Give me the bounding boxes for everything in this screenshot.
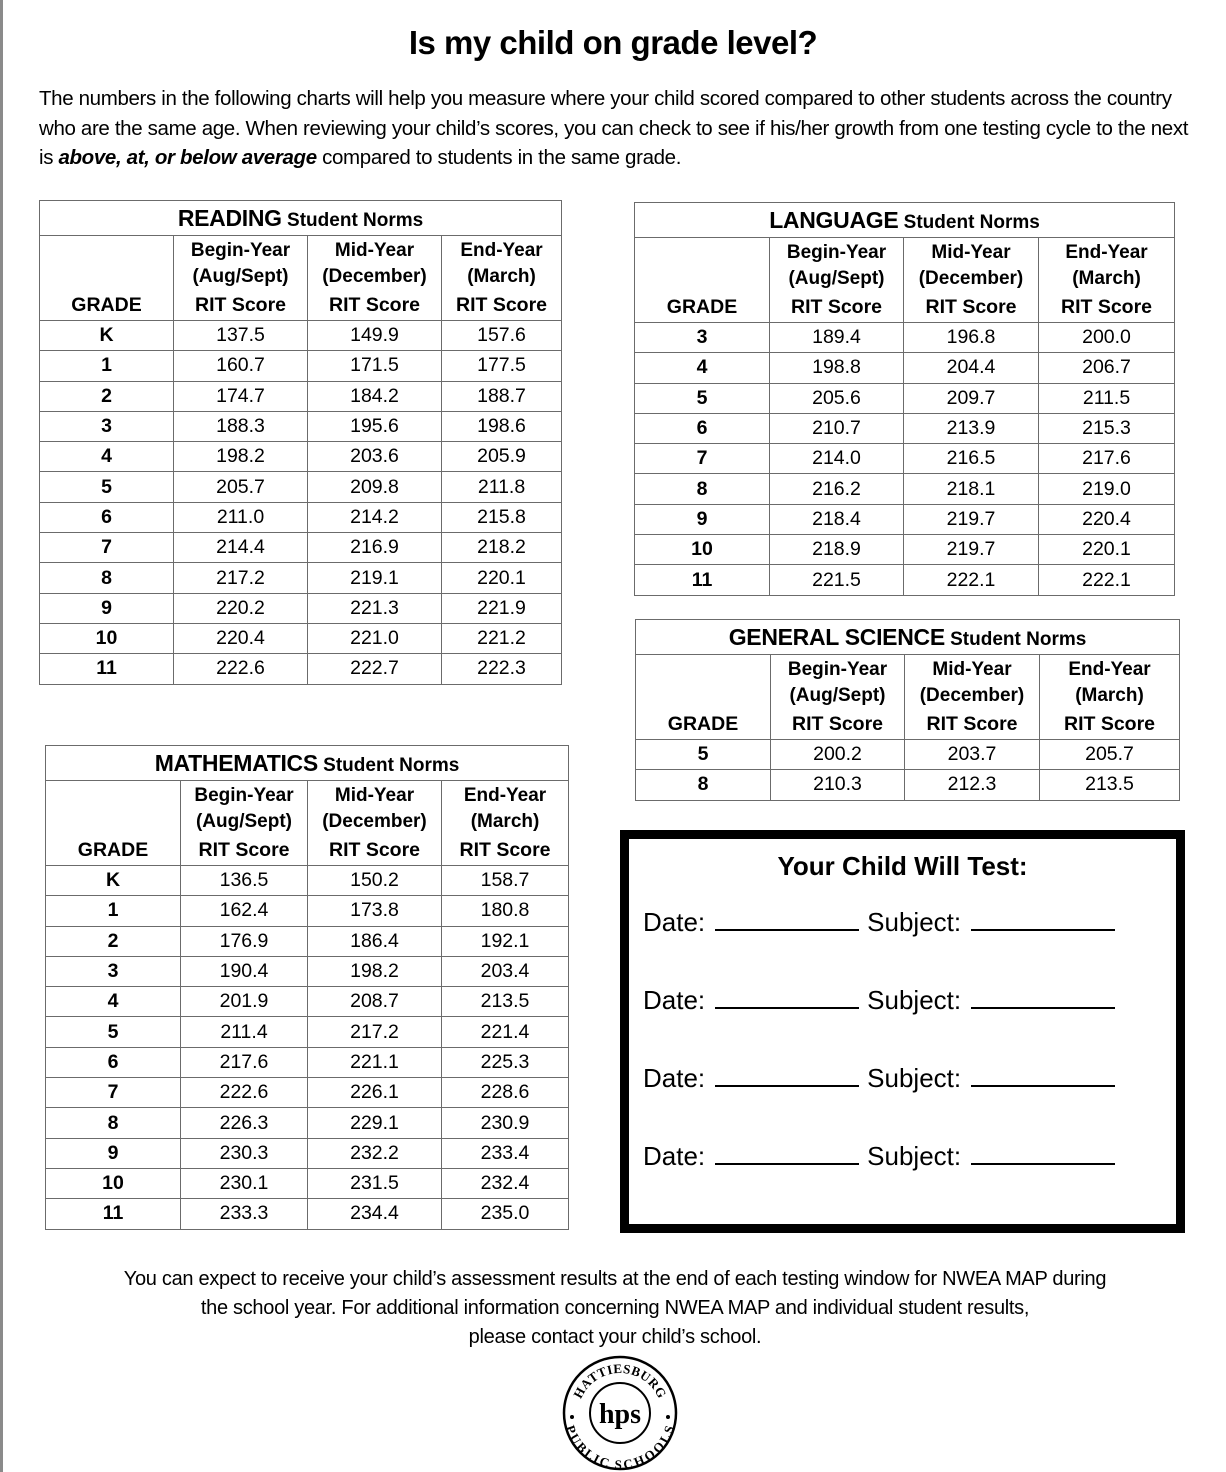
end-year-score: 177.5 [442, 351, 562, 381]
table-row [635, 444, 1175, 474]
mid-year-score: 234.4 [308, 1199, 442, 1229]
end-year-header: End-Year (March) [442, 781, 569, 837]
mid-year-score: 231.5 [308, 1168, 442, 1198]
table-row [40, 351, 562, 381]
end-year-score: 222.3 [442, 654, 562, 684]
table-row [635, 323, 1175, 353]
grade-cell: 8 [635, 474, 770, 504]
subject-blank-4[interactable] [971, 1139, 1115, 1165]
begin-year-header: Begin-Year (Aug/Sept) [174, 236, 308, 292]
grade-cell: 5 [46, 1017, 181, 1047]
table-row [40, 623, 562, 653]
begin-year-score: 220.2 [174, 593, 308, 623]
end-year-score: 158.7 [442, 866, 569, 896]
table-row [635, 383, 1175, 413]
mid-year-score: 219.7 [904, 535, 1039, 565]
mid-year-score: 198.2 [308, 956, 442, 986]
rit-score-header: RIT Score [442, 836, 569, 866]
grade-header-spacer [635, 238, 770, 294]
subject-blank-3[interactable] [971, 1061, 1115, 1087]
table-row [40, 381, 562, 411]
mid-year-header: Mid-Year (December) [904, 238, 1039, 294]
begin-year-score: 218.4 [770, 504, 904, 534]
begin-year-score: 160.7 [174, 351, 308, 381]
mid-year-header: Mid-Year (December) [308, 781, 442, 837]
mid-year-score: 221.0 [308, 623, 442, 653]
grade-cell: 10 [40, 623, 174, 653]
begin-year-score: 216.2 [770, 474, 904, 504]
table-row [40, 654, 562, 684]
grade-cell: K [40, 321, 174, 351]
end-year-score: 192.1 [442, 926, 569, 956]
mid-year-score: 173.8 [308, 896, 442, 926]
grade-cell: 5 [635, 383, 770, 413]
end-year-score: 203.4 [442, 956, 569, 986]
mid-year-score: 186.4 [308, 926, 442, 956]
begin-year-score: 214.4 [174, 533, 308, 563]
begin-year-score: 226.3 [181, 1108, 308, 1138]
end-year-score: 219.0 [1039, 474, 1175, 504]
mid-year-score: 232.2 [308, 1138, 442, 1168]
mid-year-score: 219.1 [308, 563, 442, 593]
grade-cell: 11 [635, 565, 770, 595]
grade-cell: 8 [636, 770, 771, 800]
intro-paragraph [39, 84, 1199, 173]
table-row [636, 740, 1180, 770]
school-seal-logo [560, 1355, 680, 1472]
table-row [46, 1138, 569, 1168]
table-caption-suffix: Student Norms [898, 211, 1040, 233]
table-row [40, 593, 562, 623]
begin-year-score: 222.6 [181, 1078, 308, 1108]
end-year-score: 206.7 [1039, 353, 1175, 383]
mid-year-score: 221.3 [308, 593, 442, 623]
end-year-score: 228.6 [442, 1078, 569, 1108]
table-caption-suffix: Student Norms [317, 754, 460, 776]
mid-year-score: 209.7 [904, 383, 1039, 413]
end-year-header: End-Year (March) [442, 236, 562, 292]
mid-year-score: 229.1 [308, 1108, 442, 1138]
table-row [46, 926, 569, 956]
table-row [40, 442, 562, 472]
logo-monogram: hps [598, 1399, 642, 1430]
subject-blank-2[interactable] [971, 983, 1115, 1009]
table-row [40, 321, 562, 351]
mid-year-score: 218.1 [904, 474, 1039, 504]
begin-year-score: 211.0 [174, 502, 308, 532]
begin-year-score: 201.9 [181, 987, 308, 1017]
reading-norms-table [39, 200, 562, 685]
rit-score-header: RIT Score [905, 710, 1040, 740]
end-year-score: 232.4 [442, 1168, 569, 1198]
intro-text-2: compared to students in the same grade. [316, 146, 682, 169]
table-row [40, 502, 562, 532]
mid-year-score: 222.1 [904, 565, 1039, 595]
intro-emphasis: above, at, or below average [58, 146, 317, 169]
end-year-score: 220.4 [1039, 504, 1175, 534]
begin-year-score: 221.5 [770, 565, 904, 595]
rit-score-header: RIT Score [181, 836, 308, 866]
table-caption [40, 201, 562, 236]
grade-cell: 5 [40, 472, 174, 502]
subject-label: Subject: [867, 907, 962, 937]
table-caption-suffix: Student Norms [281, 209, 424, 231]
end-year-score: 157.6 [442, 321, 562, 351]
rit-score-header: RIT Score [1039, 293, 1175, 323]
end-year-score: 222.1 [1039, 565, 1175, 595]
date-blank-2[interactable] [715, 983, 859, 1009]
begin-year-header: Begin-Year (Aug/Sept) [770, 238, 904, 294]
begin-year-score: 174.7 [174, 381, 308, 411]
footer-line-2: the school year. For additional information concerning NWEA MAP and individual student results, [200, 1297, 1030, 1319]
grade-cell: 4 [635, 353, 770, 383]
mid-year-header: Mid-Year (December) [308, 236, 442, 292]
date-label: Date: [643, 907, 706, 937]
footer-note [40, 1265, 1190, 1352]
rit-score-header: RIT Score [904, 293, 1039, 323]
grade-cell: 8 [46, 1108, 181, 1138]
test-line-3 [643, 1061, 1123, 1094]
date-blank-1[interactable] [715, 905, 859, 931]
begin-year-score: 205.7 [174, 472, 308, 502]
mid-year-score: 216.5 [904, 444, 1039, 474]
grade-column-header: GRADE [40, 291, 174, 321]
table-row [40, 533, 562, 563]
grade-cell: 11 [40, 654, 174, 684]
date-blank-4[interactable] [715, 1139, 859, 1165]
grade-cell: 9 [635, 504, 770, 534]
mid-year-score: 149.9 [308, 321, 442, 351]
rit-score-header: RIT Score [770, 293, 904, 323]
grade-cell: 3 [635, 323, 770, 353]
grade-cell: 1 [46, 896, 181, 926]
end-year-score: 215.3 [1039, 413, 1175, 443]
end-year-score: 217.6 [1039, 444, 1175, 474]
end-year-score: 233.4 [442, 1138, 569, 1168]
mid-year-score: 184.2 [308, 381, 442, 411]
grade-cell: 11 [46, 1199, 181, 1229]
grade-column-header: GRADE [635, 293, 770, 323]
mid-year-score: 216.9 [308, 533, 442, 563]
begin-year-score: 218.9 [770, 535, 904, 565]
language-norms-table [634, 202, 1175, 596]
begin-year-score: 162.4 [181, 896, 308, 926]
grade-cell: 10 [635, 535, 770, 565]
begin-year-score: 198.8 [770, 353, 904, 383]
begin-year-score: 205.6 [770, 383, 904, 413]
begin-year-score: 210.3 [771, 770, 905, 800]
rit-score-header: RIT Score [174, 291, 308, 321]
test-line-4 [643, 1139, 1123, 1172]
end-year-score: 198.6 [442, 411, 562, 441]
mid-year-score: 150.2 [308, 866, 442, 896]
end-year-header: End-Year (March) [1039, 238, 1175, 294]
grade-column-header: GRADE [636, 710, 771, 740]
test-line-2 [643, 983, 1123, 1016]
end-year-header: End-Year (March) [1040, 655, 1180, 711]
mid-year-score: 213.9 [904, 413, 1039, 443]
end-year-score: 221.2 [442, 623, 562, 653]
table-subject: GENERAL SCIENCE [728, 623, 945, 650]
mid-year-score: 203.6 [308, 442, 442, 472]
table-caption [46, 746, 569, 781]
grade-cell: 2 [46, 926, 181, 956]
rit-score-header: RIT Score [1040, 710, 1180, 740]
end-year-score: 221.9 [442, 593, 562, 623]
begin-year-score: 222.6 [174, 654, 308, 684]
page-left-border [0, 0, 3, 1472]
end-year-score: 211.5 [1039, 383, 1175, 413]
end-year-score: 205.7 [1040, 740, 1180, 770]
grade-cell: 4 [46, 987, 181, 1017]
table-row [40, 563, 562, 593]
date-blank-3[interactable] [715, 1061, 859, 1087]
mid-year-score: 217.2 [308, 1017, 442, 1047]
table-row [635, 535, 1175, 565]
table-row [635, 565, 1175, 595]
begin-year-score: 217.2 [174, 563, 308, 593]
grade-cell: 9 [40, 593, 174, 623]
grade-cell: 8 [40, 563, 174, 593]
mid-year-score: 221.1 [308, 1047, 442, 1077]
table-subject: MATHEMATICS [154, 749, 318, 776]
end-year-score: 235.0 [442, 1199, 569, 1229]
end-year-score: 220.1 [442, 563, 562, 593]
grade-cell: 10 [46, 1168, 181, 1198]
table-row [40, 411, 562, 441]
mid-year-score: 204.4 [904, 353, 1039, 383]
grade-cell: 9 [46, 1138, 181, 1168]
begin-year-score: 220.4 [174, 623, 308, 653]
end-year-score: 213.5 [442, 987, 569, 1017]
grade-cell: 4 [40, 442, 174, 472]
end-year-score: 213.5 [1040, 770, 1180, 800]
begin-year-score: 217.6 [181, 1047, 308, 1077]
begin-year-header: Begin-Year (Aug/Sept) [181, 781, 308, 837]
table-subject: LANGUAGE [769, 206, 899, 233]
rit-score-header: RIT Score [442, 291, 562, 321]
mid-year-score: 171.5 [308, 351, 442, 381]
rit-score-header: RIT Score [308, 291, 442, 321]
end-year-score: 215.8 [442, 502, 562, 532]
end-year-score: 218.2 [442, 533, 562, 563]
logo-top-text: HATTIESBURG [570, 1360, 670, 1401]
begin-year-score: 198.2 [174, 442, 308, 472]
end-year-score: 211.8 [442, 472, 562, 502]
end-year-score: 200.0 [1039, 323, 1175, 353]
grade-cell: 6 [46, 1047, 181, 1077]
begin-year-score: 190.4 [181, 956, 308, 986]
table-row [636, 770, 1180, 800]
table-row [635, 353, 1175, 383]
table-row [40, 472, 562, 502]
begin-year-score: 210.7 [770, 413, 904, 443]
mid-year-score: 196.8 [904, 323, 1039, 353]
mid-year-score: 203.7 [905, 740, 1040, 770]
end-year-score: 230.9 [442, 1108, 569, 1138]
table-caption-suffix: Student Norms [944, 628, 1087, 650]
begin-year-score: 137.5 [174, 321, 308, 351]
logo-bottom-text: PUBLIC SCHOOLS [562, 1423, 678, 1472]
table-caption [635, 203, 1175, 238]
grade-cell: 7 [46, 1078, 181, 1108]
date-label: Date: [643, 1063, 706, 1093]
test-schedule-box [620, 830, 1185, 1233]
table-row [46, 896, 569, 926]
table-row [635, 413, 1175, 443]
grade-header-spacer [46, 781, 181, 837]
grade-cell: 7 [40, 533, 174, 563]
end-year-score: 220.1 [1039, 535, 1175, 565]
begin-year-score: 233.3 [181, 1199, 308, 1229]
grade-cell: 3 [40, 411, 174, 441]
science-norms-table [635, 619, 1180, 801]
table-row [635, 474, 1175, 504]
mid-year-score: 209.8 [308, 472, 442, 502]
intro-text-1: The numbers in the following charts will help you measure where your child scored compared to other students across the country who are the same age. When reviewing your child’s scores, you can check to see if his/her growth from one testing cycle to the next is [39, 87, 1189, 169]
footer-line-1: You can expect to receive your child’s assessment results at the end of each testing window for NWEA MAP during [123, 1268, 1107, 1290]
table-row [46, 956, 569, 986]
end-year-score: 225.3 [442, 1047, 569, 1077]
table-row [46, 1047, 569, 1077]
begin-year-score: 230.1 [181, 1168, 308, 1198]
begin-year-score: 136.5 [181, 866, 308, 896]
subject-label: Subject: [867, 1141, 962, 1171]
rit-score-header: RIT Score [308, 836, 442, 866]
mid-year-score: 212.3 [905, 770, 1040, 800]
end-year-score: 188.7 [442, 381, 562, 411]
begin-year-score: 200.2 [771, 740, 905, 770]
end-year-score: 205.9 [442, 442, 562, 472]
table-subject: READING [177, 204, 282, 231]
mid-year-score: 222.7 [308, 654, 442, 684]
mid-year-header: Mid-Year (December) [905, 655, 1040, 711]
grade-cell: 6 [635, 413, 770, 443]
test-line-1 [643, 905, 1123, 938]
mid-year-score: 219.7 [904, 504, 1039, 534]
end-year-score: 221.4 [442, 1017, 569, 1047]
grade-cell: 3 [46, 956, 181, 986]
table-row [46, 1017, 569, 1047]
subject-label: Subject: [867, 1063, 962, 1093]
page-title: Is my child on grade level? [408, 24, 818, 61]
table-caption [636, 620, 1180, 655]
begin-year-score: 211.4 [181, 1017, 308, 1047]
table-row [46, 1108, 569, 1138]
begin-year-header: Begin-Year (Aug/Sept) [771, 655, 905, 711]
mid-year-score: 226.1 [308, 1078, 442, 1108]
mid-year-score: 195.6 [308, 411, 442, 441]
begin-year-score: 214.0 [770, 444, 904, 474]
grade-column-header: GRADE [46, 836, 181, 866]
begin-year-score: 188.3 [174, 411, 308, 441]
table-row [46, 987, 569, 1017]
begin-year-score: 230.3 [181, 1138, 308, 1168]
begin-year-score: 189.4 [770, 323, 904, 353]
table-row [46, 866, 569, 896]
grade-cell: 2 [40, 381, 174, 411]
mid-year-score: 214.2 [308, 502, 442, 532]
rit-score-header: RIT Score [771, 710, 905, 740]
grade-header-spacer [636, 655, 771, 711]
grade-cell: 7 [635, 444, 770, 474]
footer-line-3: please contact your child’s school. [468, 1326, 762, 1348]
subject-blank-1[interactable] [971, 905, 1115, 931]
math-norms-table [45, 745, 569, 1230]
grade-cell: 5 [636, 740, 771, 770]
grade-cell: K [46, 866, 181, 896]
table-row [635, 504, 1175, 534]
end-year-score: 180.8 [442, 896, 569, 926]
date-label: Date: [643, 985, 706, 1015]
begin-year-score: 176.9 [181, 926, 308, 956]
grade-cell: 6 [40, 502, 174, 532]
grade-cell: 1 [40, 351, 174, 381]
table-row [46, 1199, 569, 1229]
table-row [46, 1168, 569, 1198]
table-row [46, 1078, 569, 1108]
test-schedule-heading: Your Child Will Test: [777, 851, 1028, 881]
subject-label: Subject: [867, 985, 962, 1015]
grade-header-spacer [40, 236, 174, 292]
date-label: Date: [643, 1141, 706, 1171]
mid-year-score: 208.7 [308, 987, 442, 1017]
